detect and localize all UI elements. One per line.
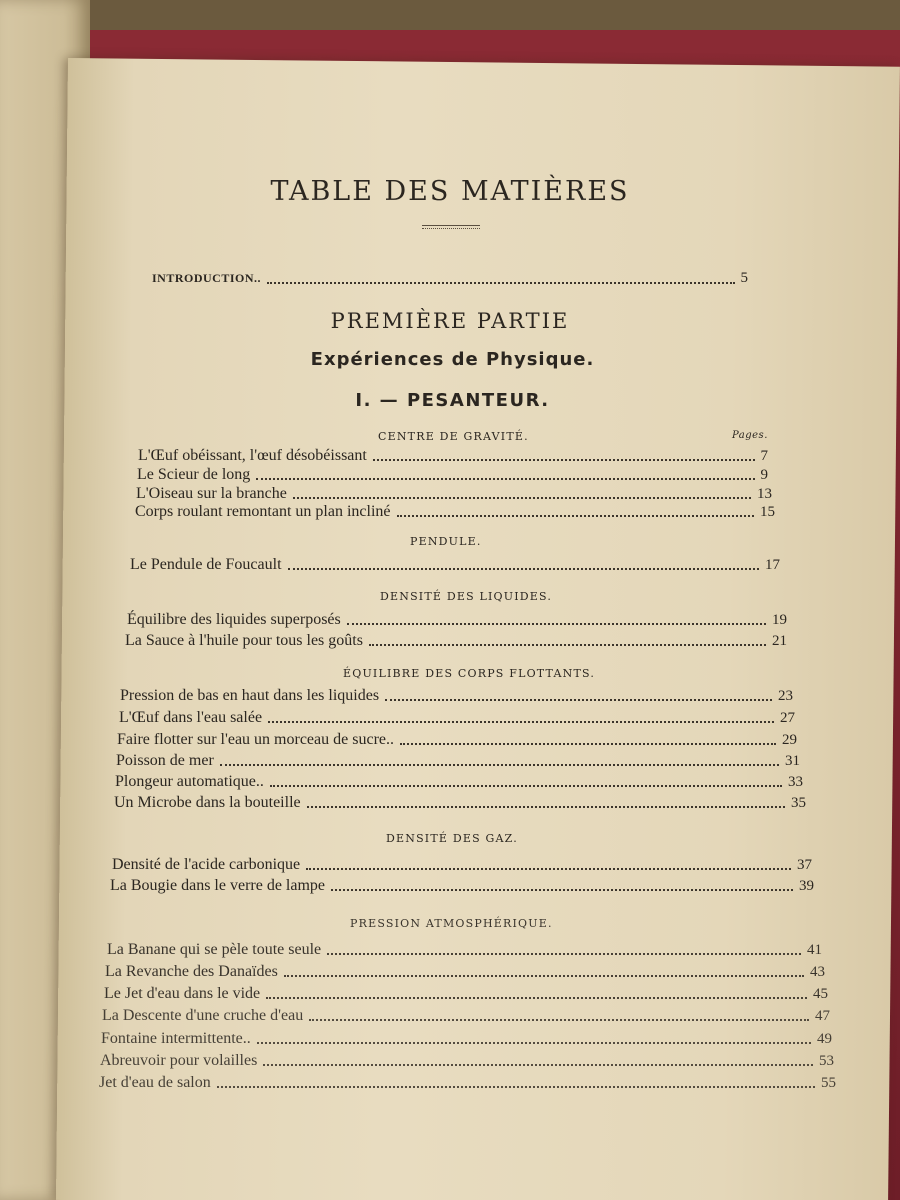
dot-leader bbox=[284, 975, 804, 977]
toc-entry bbox=[137, 466, 768, 484]
toc-entry bbox=[107, 941, 822, 959]
entry-page: 7 bbox=[760, 448, 768, 464]
dot-leader bbox=[256, 478, 754, 480]
dot-leader bbox=[293, 497, 751, 499]
section-heading: CENTRE DE GRAVITÉ. bbox=[378, 430, 529, 443]
entry-page: 9 bbox=[760, 467, 768, 483]
toc-entry bbox=[102, 1007, 830, 1025]
title-ornament-rule bbox=[422, 225, 480, 229]
entry-title: La Bougie dans le verre de lampe bbox=[110, 877, 326, 894]
toc-entry bbox=[136, 485, 772, 503]
dot-leader bbox=[217, 1086, 815, 1088]
dot-leader bbox=[267, 282, 734, 284]
entry-title: La Sauce à l'huile pour tous les goûts bbox=[125, 632, 363, 649]
entry-title: Poisson de mer bbox=[116, 752, 214, 769]
dot-leader bbox=[257, 1042, 811, 1044]
entry-title: Densité de l'acide carbonique bbox=[112, 856, 301, 873]
entry-page: 47 bbox=[815, 1008, 830, 1024]
entry-title: INTRODUCTION.. bbox=[152, 271, 262, 285]
dot-leader bbox=[266, 997, 807, 999]
dot-leader bbox=[263, 1064, 813, 1066]
entry-title: Abreuvoir pour volailles bbox=[100, 1052, 258, 1069]
section-heading: DENSITÉ DES LIQUIDES. bbox=[380, 590, 553, 603]
entry-title: Fontaine intermittente.. bbox=[101, 1030, 251, 1047]
entry-title: L'Œuf obéissant, l'œuf désobéissant bbox=[138, 447, 367, 464]
toc-entry bbox=[130, 556, 780, 574]
dot-leader bbox=[288, 568, 759, 570]
entry-title: La Descente d'une cruche d'eau bbox=[102, 1007, 304, 1024]
dot-leader bbox=[373, 459, 755, 461]
entry-page: 43 bbox=[810, 964, 825, 980]
toc-entry bbox=[115, 773, 803, 791]
toc-entry bbox=[99, 1074, 836, 1092]
entry-title: Corps roulant remontant un plan incliné bbox=[135, 503, 391, 520]
toc-entry bbox=[100, 1052, 834, 1070]
toc-entry bbox=[135, 503, 775, 521]
entry-page: 5 bbox=[740, 270, 748, 286]
entry-title: Plongeur automatique.. bbox=[115, 773, 264, 790]
entry-title: L'Oiseau sur la branche bbox=[136, 485, 287, 502]
entry-page: 37 bbox=[797, 857, 812, 873]
toc-entry bbox=[127, 611, 787, 629]
toc-entry bbox=[101, 1030, 832, 1048]
entry-title: L'Œuf dans l'eau salée bbox=[119, 709, 263, 726]
entry-page: 17 bbox=[765, 557, 780, 573]
entry-title: Faire flotter sur l'eau un morceau de sucre.. bbox=[117, 731, 394, 748]
dot-leader bbox=[400, 743, 776, 745]
entry-title: Le Jet d'eau dans le vide bbox=[104, 985, 261, 1002]
chapter-heading: I. — PESANTEUR. bbox=[355, 390, 550, 411]
toc-title: TABLE DES MATIÈRES bbox=[270, 176, 630, 207]
entry-page: 13 bbox=[757, 486, 772, 502]
entry-page: 21 bbox=[772, 633, 787, 649]
entry-page: 33 bbox=[788, 774, 803, 790]
dot-leader bbox=[270, 785, 782, 787]
section-heading: ÉQUILIBRE DES CORPS FLOTTANTS. bbox=[343, 667, 596, 680]
toc-entry bbox=[119, 709, 795, 727]
entry-title: Un Microbe dans la bouteille bbox=[114, 794, 301, 811]
entry-page: 55 bbox=[821, 1075, 836, 1091]
entry-page: 45 bbox=[813, 986, 828, 1002]
dot-leader bbox=[309, 1019, 809, 1021]
dot-leader bbox=[397, 515, 755, 517]
entry-title: La Banane qui se pèle toute seule bbox=[107, 941, 322, 958]
pages-column-label: Pages. bbox=[732, 430, 768, 441]
toc-entry bbox=[117, 731, 797, 749]
toc-entry bbox=[112, 856, 812, 874]
part-heading: PREMIÈRE PARTIE bbox=[330, 309, 570, 333]
section-heading: PENDULE. bbox=[410, 535, 482, 548]
entry-title: La Revanche des Danaïdes bbox=[105, 963, 278, 980]
section-heading: DENSITÉ DES GAZ. bbox=[386, 832, 518, 845]
entry-page: 29 bbox=[782, 732, 797, 748]
entry-page: 39 bbox=[799, 878, 814, 894]
dot-leader bbox=[306, 868, 791, 870]
entry-title: Le Pendule de Foucault bbox=[130, 556, 282, 573]
dot-leader bbox=[369, 644, 766, 646]
entry-page: 49 bbox=[817, 1031, 832, 1047]
entry-title: Équilibre des liquides superposés bbox=[127, 611, 341, 628]
entry-title: Le Scieur de long bbox=[137, 466, 251, 483]
entry-page: 23 bbox=[778, 688, 793, 704]
dot-leader bbox=[220, 764, 779, 766]
entry-page: 15 bbox=[760, 504, 775, 520]
part-subtitle: Expériences de Physique. bbox=[310, 349, 595, 370]
toc-entry bbox=[105, 963, 825, 981]
entry-page: 35 bbox=[791, 795, 806, 811]
toc-entry bbox=[120, 687, 793, 705]
section-heading: PRESSION ATMOSPHÉRIQUE. bbox=[350, 917, 553, 930]
entry-page: 27 bbox=[780, 710, 795, 726]
toc-entry bbox=[104, 985, 828, 1003]
entry-page: 41 bbox=[807, 942, 822, 958]
toc-entry bbox=[125, 632, 787, 650]
toc-entry bbox=[116, 752, 800, 770]
toc-entry bbox=[138, 447, 768, 465]
dot-leader bbox=[307, 806, 785, 808]
entry-title: Pression de bas en haut dans les liquides bbox=[120, 687, 380, 704]
dot-leader bbox=[331, 889, 793, 891]
dot-leader bbox=[385, 699, 772, 701]
entry-page: 31 bbox=[785, 753, 800, 769]
toc-entry-introduction bbox=[152, 270, 748, 287]
entry-page: 19 bbox=[772, 612, 787, 628]
dot-leader bbox=[327, 953, 801, 955]
dot-leader bbox=[347, 623, 766, 625]
toc-entry bbox=[110, 877, 814, 895]
toc-entry bbox=[114, 794, 806, 812]
entry-page: 53 bbox=[819, 1053, 834, 1069]
dot-leader bbox=[268, 721, 774, 723]
entry-title: Jet d'eau de salon bbox=[99, 1074, 211, 1091]
